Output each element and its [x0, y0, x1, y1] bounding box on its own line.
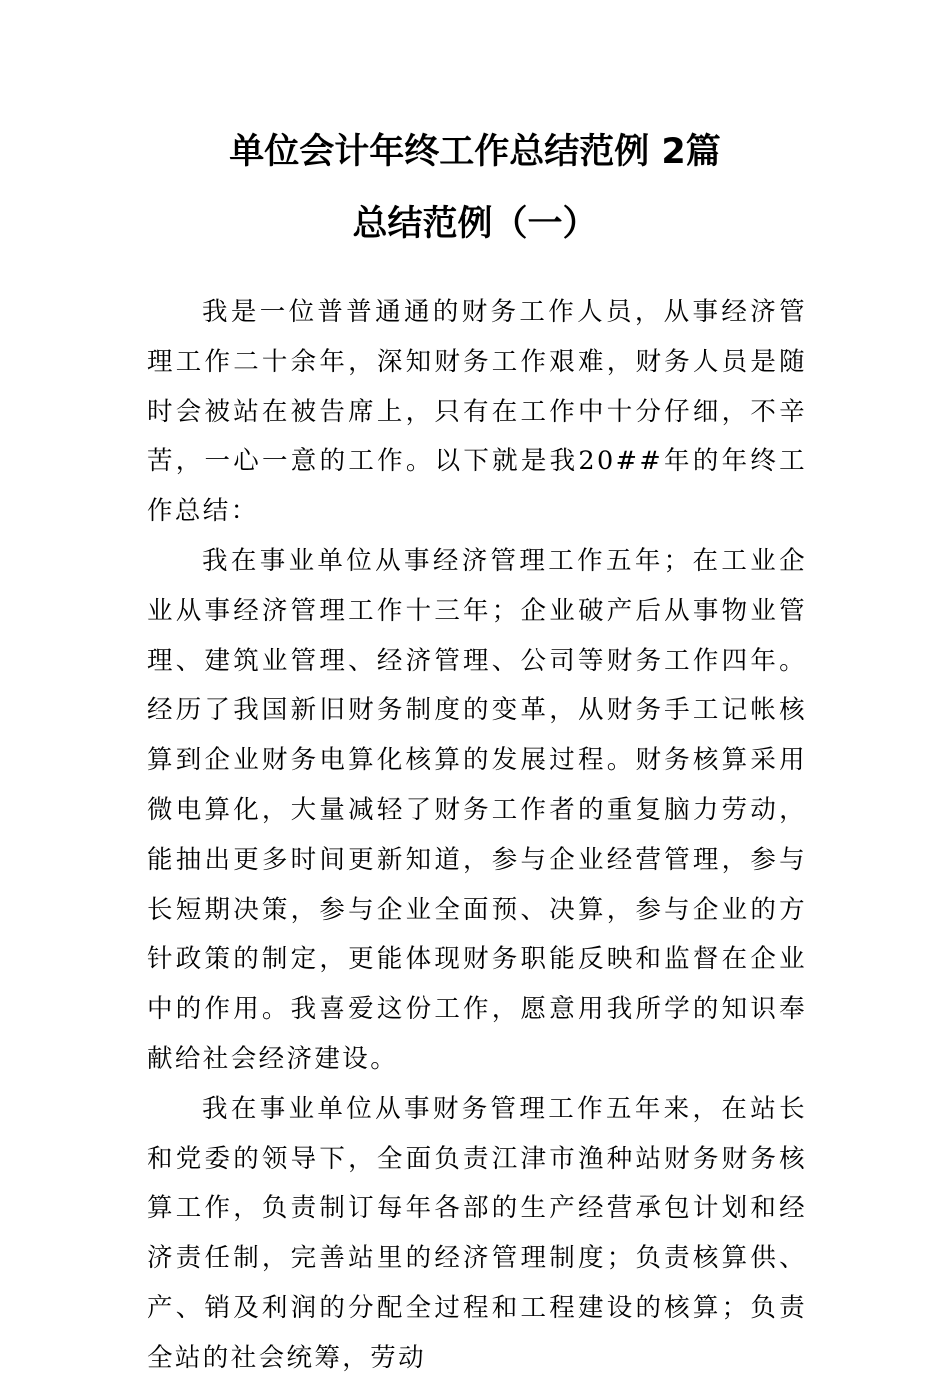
- document-body: [147, 288, 807, 1384]
- paragraph-3: 我在事业单位从事财务管理工作五年来，在站长和党委的领导下，全面负责江津市渔种站财务财务核算工作，负责制订每年各部的生产经营承包计划和经济责任制，完善站里的经济管理制度；负责核算供、产、销及利润的分配全过程和工程建设的核算；负责全站的社会统筹，劳动: [147, 1093, 807, 1373]
- paragraph-2: 我在事业单位从事经济管理工作五年；在工业企业从事经济管理工作十三年；企业破产后从事物业管理、建筑业管理、经济管理、公司等财务工作四年。经历了我国新旧财务制度的变革，从财务手工记帐核算到企业财务电算化核算的发展过程。财务核算采用微电算化，大量减轻了财务工作者的重复脑力劳动，能抽出更多时间更新知道，参与企业经营管理，参与长短期决策，参与企业全面预、决算，参与企业的方针政策的制定，更能体现财务职能反映和监督在企业中的作用。我喜爱这份工作，愿意用我所学的知识奉献给社会经济建设。: [147, 545, 807, 1074]
- paragraph-1: 我是一位普普通通的财务工作人员，从事经济管理工作二十余年，深知财务工作艰难，财务人员是随时会被站在被告席上，只有在工作中十分仔细，不辛苦，一心一意的工作。以下就是我20##年的年终工作总结：: [147, 297, 807, 527]
- document-title: 单位会计年终工作总结范例 2篇: [229, 132, 721, 172]
- document-subtitle: 总结范例（一）: [352, 204, 598, 244]
